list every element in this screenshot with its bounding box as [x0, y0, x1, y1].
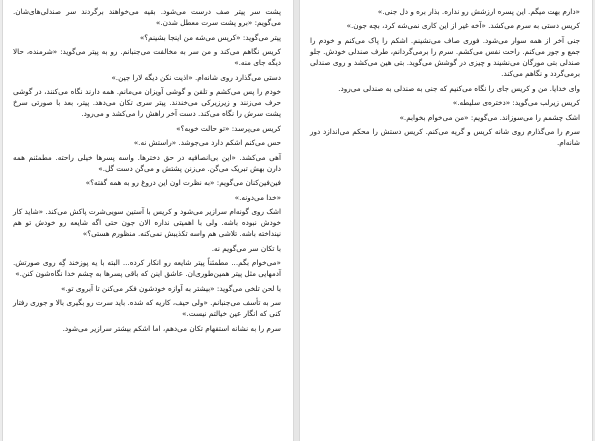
paragraph: سر به تأسف می‌جنبانم. «ولی حیف، کاریه که شده. باید سرت رو بگیری بالا و جوری رفتار کنی که انگار عین خیالتم نیست.» [13, 298, 281, 319]
paragraph: خودم را پس می‌کشم و تلفن و گوشی آویزان می‌مانم. همه دارند نگاه می‌کنند، در گوشی حرف می‌زنند و زیرزیرکی می‌خندند. پیتر سری تکان می‌دهد. پیتر، بعد با صورتی سرخ پشت سرش را نگاه می‌کند. دست آخر راهش را می‌کشد و می‌رود. [13, 86, 281, 119]
paragraph: سرم را به نشانه استفهام تکان می‌دهم، اما اشکم بیشتر سرازیر می‌شود. [62, 323, 281, 333]
paragraph: کریس زیرلب می‌گوید: «دختره‌ی سلیطه.» [452, 98, 580, 108]
paragraph: «خدا می‌دونه.» [234, 192, 281, 202]
paragraph: اشک روی گونه‌ام سرازیر می‌شود و کریس با آستین سویی‌شرت پاکش می‌کند. «شاید کار خودش نبوده باشه. ولی با اهمیتی نداره الان جون حتی اگه شایعه رو خودش تو هم نینداخته باشه. تلاشی هم واسه تکذیبش نمی‌کنه. منظورم هستی؟» [13, 206, 281, 239]
paragraph: آهی می‌کشد. «این بی‌انصافیه در حق دخترها. واسه پسرها خیلی راحته. مطمئنم همه دارن بهش تبریک می‌گن. می‌زنن پشتش و می‌گن دست گل.» [13, 152, 281, 173]
right-page [299, 0, 593, 441]
paragraph: با لحن تلخی می‌گوید: «بیشتر به آوازه خودشون فکر می‌کنن تا آبروی تو.» [61, 283, 281, 293]
paragraph: «دارم بهت میگم. این پسره ارزشش رو نداره. بذار بره و دل جنی.» [377, 7, 580, 16]
paragraph: کریس دستی به سرم می‌کشد. «آخه غیر از این کاری نمی‌شه کرد، بچه جون.» [346, 21, 580, 31]
paragraph: فین‌فین‌کنان می‌گویم: «به نظرت اون این دروغ رو به همه گفته؟» [85, 178, 281, 188]
paragraph: با تکان سر می‌گویم نه. [211, 243, 281, 253]
paragraph: دستی می‌گذارد روی شانه‌ام. «اذیت نکن دیگه لارا جین.» [111, 72, 281, 82]
left-page [2, 0, 294, 441]
paragraph: حس می‌کنم اشکم دارد می‌جوشد. «راستش نه.» [133, 138, 281, 148]
paragraph: کریس می‌پرسد: «تو حالت خوبه؟» [176, 123, 281, 133]
paragraph: پیتر می‌گوید: «کریس می‌شه من اینجا بشینم؟» [139, 32, 281, 42]
paragraph: «می‌خوام بگم... مطمئناً پیتر شایعه رو انکار کرده... البته با یه پوزخند گِه روی صورتش. آدمهایی مثل پیتر همین‌طوری‌ان. عاشق اینن که باقی پسرها به چشم خدا نگاه‌شون کنن.» [13, 258, 281, 279]
paragraph: جنی آخر از همه سوار می‌شود. فوری صاف می‌نشینم. اشکم را پاک می‌کنم و خودم را جمع و جور می‌کنم. راحت نفس می‌کشم. سرم را برمی‌گردانم، طرف صندلی خودش. جلو صندلی بتی مورگان می‌نشیند و چیزی در گوشش می‌گوید. بتی هین می‌کشد و روی صندلی برمی‌گردد و نگاهم می‌کند. [310, 35, 580, 79]
paragraph: اشک چشمم را می‌سوزاند. می‌گویم: «من می‌خوام بخوابم.» [399, 112, 580, 122]
paragraph: وای خدایا. من و کریس جای را نگاه می‌کنیم که جنی به صندلی به صندلی می‌رود. [338, 83, 580, 93]
paragraph: پشت سر پیتر صف درست می‌شود. بقیه می‌خواهند برگردند سر صندلی‌های‌شان. می‌گویم: «برو پشت سرت معطل شدن.» [13, 7, 281, 28]
paragraph: سرم را می‌گذارم روی شانه کریس و گریه می‌کنم. کریس دستش را محکم می‌اندازد دور شانه‌ام. [310, 126, 580, 148]
paragraph: کریس نگاهم می‌کند و من سر به مخالفت می‌جنبانم. رو به پیتر می‌گوید: «شرمنده، حالا دیگه جای منه.» [13, 46, 281, 68]
